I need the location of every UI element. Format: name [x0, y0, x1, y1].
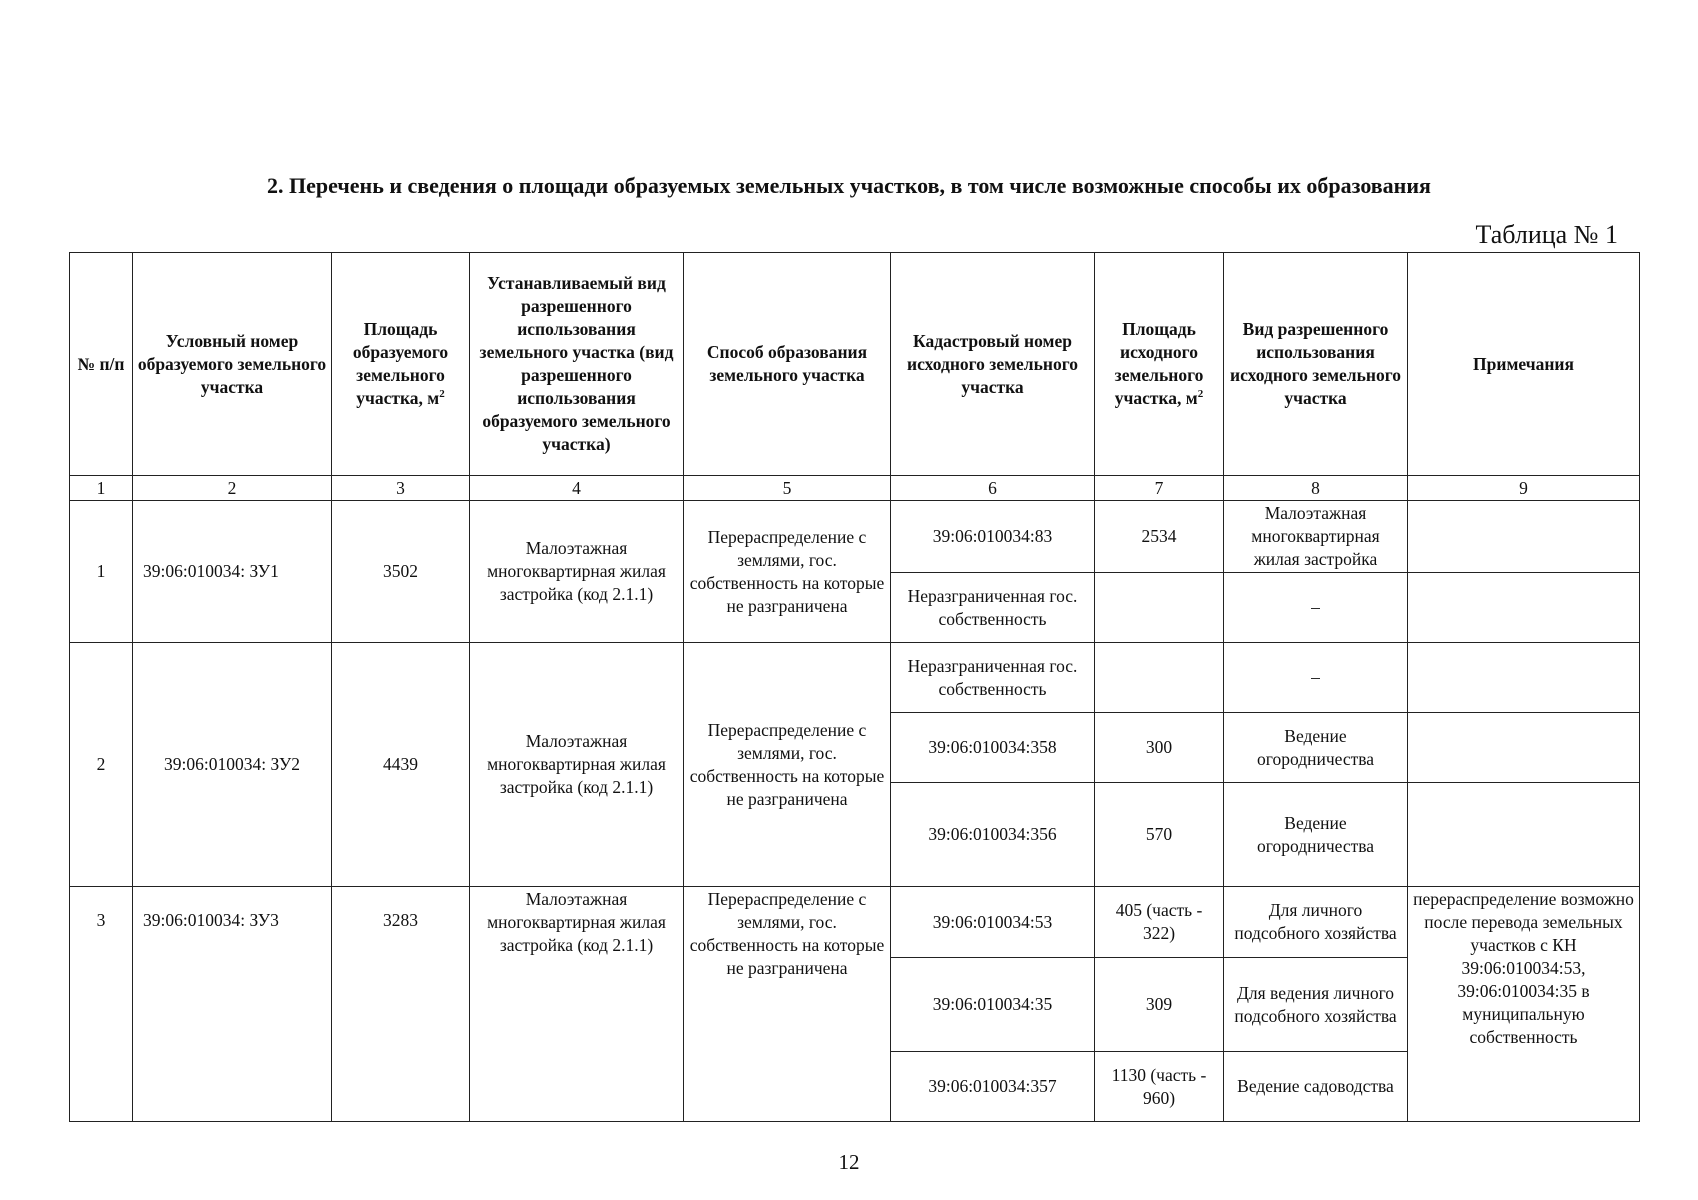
- header-notes: Примечания: [1408, 253, 1640, 476]
- row-note: [1408, 713, 1640, 783]
- table-row: [70, 887, 1640, 958]
- source-cad: 39:06:010034:356: [891, 783, 1095, 887]
- source-cad: 39:06:010034:358: [891, 713, 1095, 783]
- column-number: 8: [1224, 476, 1408, 501]
- source-use: Ведение огородничества: [1224, 713, 1408, 783]
- row-use: Малоэтажная многоквартирная жилая застройка (код 2.1.1): [470, 643, 684, 887]
- column-number: 6: [891, 476, 1095, 501]
- header-cond-num: Условный номер образуемого земельного участка: [133, 253, 332, 476]
- row-area: 3502: [332, 501, 470, 643]
- row-use: Малоэтажная многоквартирная жилая застройка (код 2.1.1): [470, 501, 684, 643]
- column-number: 3: [332, 476, 470, 501]
- row-note: [1408, 783, 1640, 887]
- source-use: Для личного подсобного хозяйства: [1224, 887, 1408, 958]
- source-area: 570: [1095, 783, 1224, 887]
- row-cond-num: 39:06:010034: ЗУ1: [133, 501, 332, 643]
- source-use: Для ведения личного подсобного хозяйства: [1224, 958, 1408, 1052]
- row-num: 3: [70, 887, 133, 1122]
- land-plots-table: [69, 252, 1640, 1122]
- source-cad: 39:06:010034:53: [891, 887, 1095, 958]
- row-num: 2: [70, 643, 133, 887]
- column-numbers-row: [70, 476, 1640, 501]
- column-number: 2: [133, 476, 332, 501]
- header-area-src-label: Площадь исходного земельного участка, м: [1114, 319, 1204, 408]
- source-use: Ведение садоводства: [1224, 1052, 1408, 1122]
- header-row: [70, 253, 1640, 476]
- section-heading: 2. Перечень и сведения о площади образуемых земельных участков, в том числе возможные способы их образования: [267, 173, 1431, 198]
- source-area: 300: [1095, 713, 1224, 783]
- source-area: 309: [1095, 958, 1224, 1052]
- header-area-src-sup: 2: [1197, 388, 1204, 401]
- header-area-new-label: Площадь образуемого земельного участка, м: [352, 319, 449, 408]
- row-note: [1408, 573, 1640, 643]
- source-area: 1130 (часть - 960): [1095, 1052, 1224, 1122]
- row-note: [1408, 501, 1640, 573]
- header-method: Способ образования земельного участка: [684, 253, 891, 476]
- row-cond-num: 39:06:010034: ЗУ3: [133, 887, 332, 1122]
- header-use-new: Устанавливаемый вид разрешенного использования земельного участка (вид разрешенного использования образуемого земельного участка): [470, 253, 684, 476]
- row-note: перераспределение возможно после перевода земельных участков с КН 39:06:010034:53, 39:06:010034:35 в муниципальную собственность: [1408, 887, 1640, 1122]
- source-cad: Неразграниченная гос. собственность: [891, 573, 1095, 643]
- column-number: 4: [470, 476, 684, 501]
- source-use: –: [1224, 643, 1408, 713]
- header-area-new-sup: 2: [439, 388, 445, 401]
- row-area: 4439: [332, 643, 470, 887]
- row-method: Перераспределение с землями, гос. собственность на которые не разграничена: [684, 887, 891, 1122]
- row-method: Перераспределение с землями, гос. собственность на которые не разграничена: [684, 643, 891, 887]
- column-number: 9: [1408, 476, 1640, 501]
- row-use: Малоэтажная многоквартирная жилая застройка (код 2.1.1): [470, 887, 684, 1122]
- row-num: 1: [70, 501, 133, 643]
- header-cad-src: Кадастровый номер исходного земельного участка: [891, 253, 1095, 476]
- header-use-src: Вид разрешенного использования исходного земельного участка: [1224, 253, 1408, 476]
- source-cad: 39:06:010034:357: [891, 1052, 1095, 1122]
- source-area: [1095, 643, 1224, 713]
- page-number: 12: [838, 1150, 860, 1174]
- column-number: 7: [1095, 476, 1224, 501]
- header-area-new: [332, 253, 470, 476]
- source-use: Малоэтажная многоквартирная жилая застройка: [1224, 501, 1408, 573]
- column-number: 5: [684, 476, 891, 501]
- table-caption: Таблица № 1: [1475, 220, 1618, 249]
- source-use: Ведение огородничества: [1224, 783, 1408, 887]
- header-area-src: [1095, 253, 1224, 476]
- table-row: [70, 501, 1640, 573]
- column-number: 1: [70, 476, 133, 501]
- source-cad: Неразграниченная гос. собственность: [891, 643, 1095, 713]
- row-method: Перераспределение с землями, гос. собственность на которые не разграничена: [684, 501, 891, 643]
- source-cad: 39:06:010034:35: [891, 958, 1095, 1052]
- source-cad: 39:06:010034:83: [891, 501, 1095, 573]
- row-note: [1408, 643, 1640, 713]
- table-row: [70, 643, 1640, 713]
- row-cond-num: 39:06:010034: ЗУ2: [133, 643, 332, 887]
- source-use: –: [1224, 573, 1408, 643]
- row-area: 3283: [332, 887, 470, 1122]
- header-num: № п/п: [70, 253, 133, 476]
- source-area: 2534: [1095, 501, 1224, 573]
- source-area: 405 (часть - 322): [1095, 887, 1224, 958]
- source-area: [1095, 573, 1224, 643]
